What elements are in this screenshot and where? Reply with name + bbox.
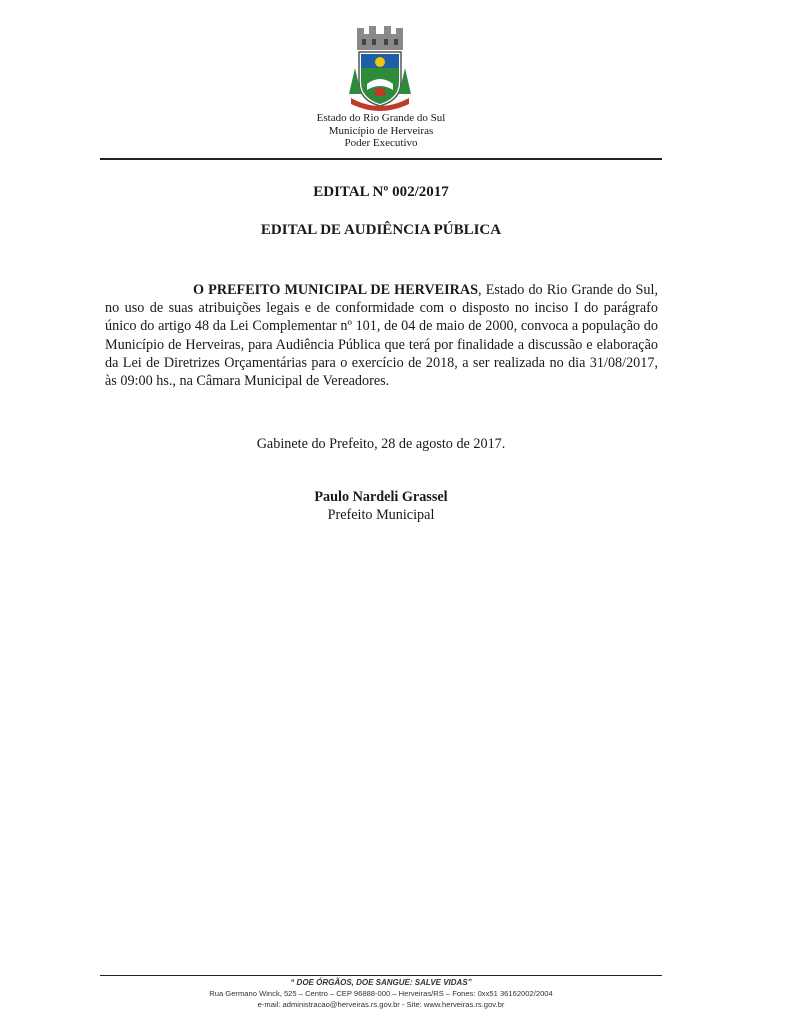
signature-block: [100, 488, 662, 524]
notice-lead: O PREFEITO MUNICIPAL DE HERVEIRAS: [193, 282, 479, 298]
document-title: EDITAL Nº 002/2017: [313, 184, 449, 200]
notice-body: [105, 281, 658, 390]
header-branch: Poder Executivo: [344, 137, 418, 149]
header-municipality: Município de Herveiras: [328, 124, 434, 137]
notice-text: , Estado do Rio Grande do Sul, no uso de suas atribuições legais e de conformidade com o disposto no inciso I do parágrafo único do artigo 48 da Lei Complementar nº 101, de 04 de maio de 2000, convoca a população do Município de Herveiras, para Audiência Pública que terá por finalidade a discussão e elaboração da Lei de Diretrizes Orçamentárias para o exercício de 2018, a ser realizada no dia 31/08/2017, às 09:00 hs., na Câmara Municipal de Vereadores.: [105, 282, 658, 390]
municipal-coat-of-arms-icon: [345, 24, 415, 112]
footer-motto: “ DOE ÓRGÃOS, DOE SANGUE: SALVE VIDAS”: [290, 978, 472, 987]
signer-name: Paulo Nardeli Grassel: [314, 489, 448, 505]
header-state: Estado do Rio Grande do Sul: [316, 112, 446, 124]
document-subtitle: EDITAL DE AUDIÊNCIA PÚBLICA: [260, 222, 502, 238]
footer-divider: [100, 975, 662, 976]
footer-address: Rua Germano Winck, 525 – Centro – CEP 96888-000 – Herveiras/RS – Fones: 0xx51 36162002/2004: [209, 989, 553, 998]
letterhead: [100, 112, 662, 150]
header-divider: [100, 158, 662, 160]
signer-title: Prefeito Municipal: [327, 507, 435, 523]
footer-contact: e-mail: administracao@herveiras.rs.gov.br - Site: www.herveiras.rs.gov.br: [257, 1000, 505, 1009]
dateline: Gabinete do Prefeito, 28 de agosto de 2017.: [256, 436, 506, 452]
footer: [100, 977, 662, 1010]
